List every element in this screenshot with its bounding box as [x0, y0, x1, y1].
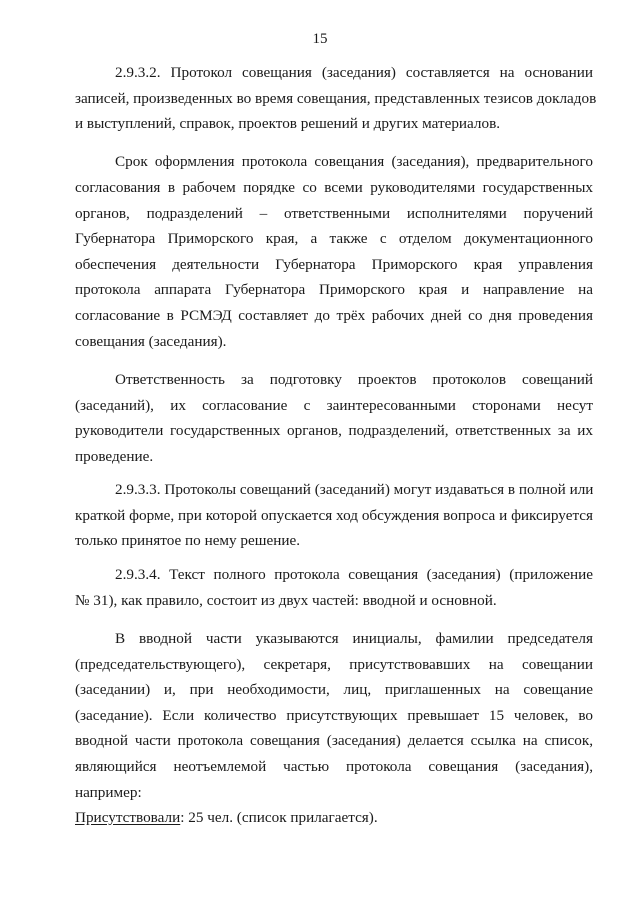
text-line: Ответственность за подготовку проектов протоколов совещаний [115, 370, 593, 388]
text-line: согласование в РСМЭД составляет до трёх рабочих дней со дня проведения [75, 307, 593, 325]
text-line: 2.9.3.3. Протоколы совещаний (заседаний) могут издаваться в полной или [115, 481, 594, 499]
text-line: Губернатора Приморского края, а также с отделом документационного [75, 230, 593, 248]
text-line: согласования в рабочем порядке со всеми руководителями государственных [75, 179, 593, 197]
text-line: краткой форме, при которой опускается ход обсуждения вопроса и фиксируется [75, 506, 593, 524]
attendance-example [75, 808, 378, 828]
page-number: 15 [312, 31, 328, 47]
text-line: Срок оформления протокола совещания (заседания), предварительного [115, 153, 593, 171]
text-line: 2.9.3.4. Текст полного протокола совещания (заседания) (приложение [115, 566, 593, 584]
document-body [75, 60, 597, 805]
text-line: записей, произведенных во время совещания, представленных тезисов докладов [75, 89, 597, 107]
text-line: например: [75, 783, 142, 801]
attendance-label: Присутствовали [75, 809, 181, 826]
text-line: являющийся неотъемлемой частью протокола совещания (заседания), [75, 757, 593, 775]
text-line: проведение. [75, 447, 154, 465]
paragraph-term [75, 149, 593, 354]
text-line: протокола аппарата Губернатора Приморского края и направление на [75, 281, 593, 299]
paragraph-2-9-3-3 [75, 477, 593, 554]
text-line: В вводной части указываются инициалы, фамилии председателя [115, 629, 593, 647]
paragraph-2-9-3-2 [75, 60, 597, 137]
paragraph-responsibility [75, 367, 593, 469]
text-line: 2.9.3.2. Протокол совещания (заседания) составляется на основании [115, 64, 593, 81]
text-line: органов, подразделений – ответственными исполнителями поручений [75, 204, 593, 222]
paragraph-intro-part [75, 626, 593, 805]
text-line: обеспечения деятельности Губернатора Приморского края управления [75, 255, 593, 273]
text-line: (заседаний), их согласование с заинтересованными сторонами несут [75, 396, 593, 414]
text-line: вводной части протокола совещания (заседания) делается ссылка на список, [75, 732, 593, 750]
text-line: руководители государственных органов, подразделений, ответственных за их [75, 422, 593, 440]
text-line: (заседании) и, при необходимости, лиц, приглашенных на совещание [75, 681, 593, 699]
paragraph-2-9-3-4 [75, 562, 593, 613]
text-line: и выступлений, справок, проектов решений и других материалов. [75, 115, 501, 133]
attendance-text: : 25 чел. (список прилагается). [180, 809, 378, 826]
text-line: (заседание). Если количество присутствующих превышает 15 человек, во [75, 706, 593, 724]
text-line: (председательствующего), секретаря, присутствовавших на совещании [75, 655, 593, 673]
text-line: № 31), как правило, состоит из двух частей: вводной и основной. [75, 591, 497, 609]
text-line: совещания (заседания). [75, 332, 227, 350]
text-line: только принятое по нему решение. [75, 532, 301, 550]
